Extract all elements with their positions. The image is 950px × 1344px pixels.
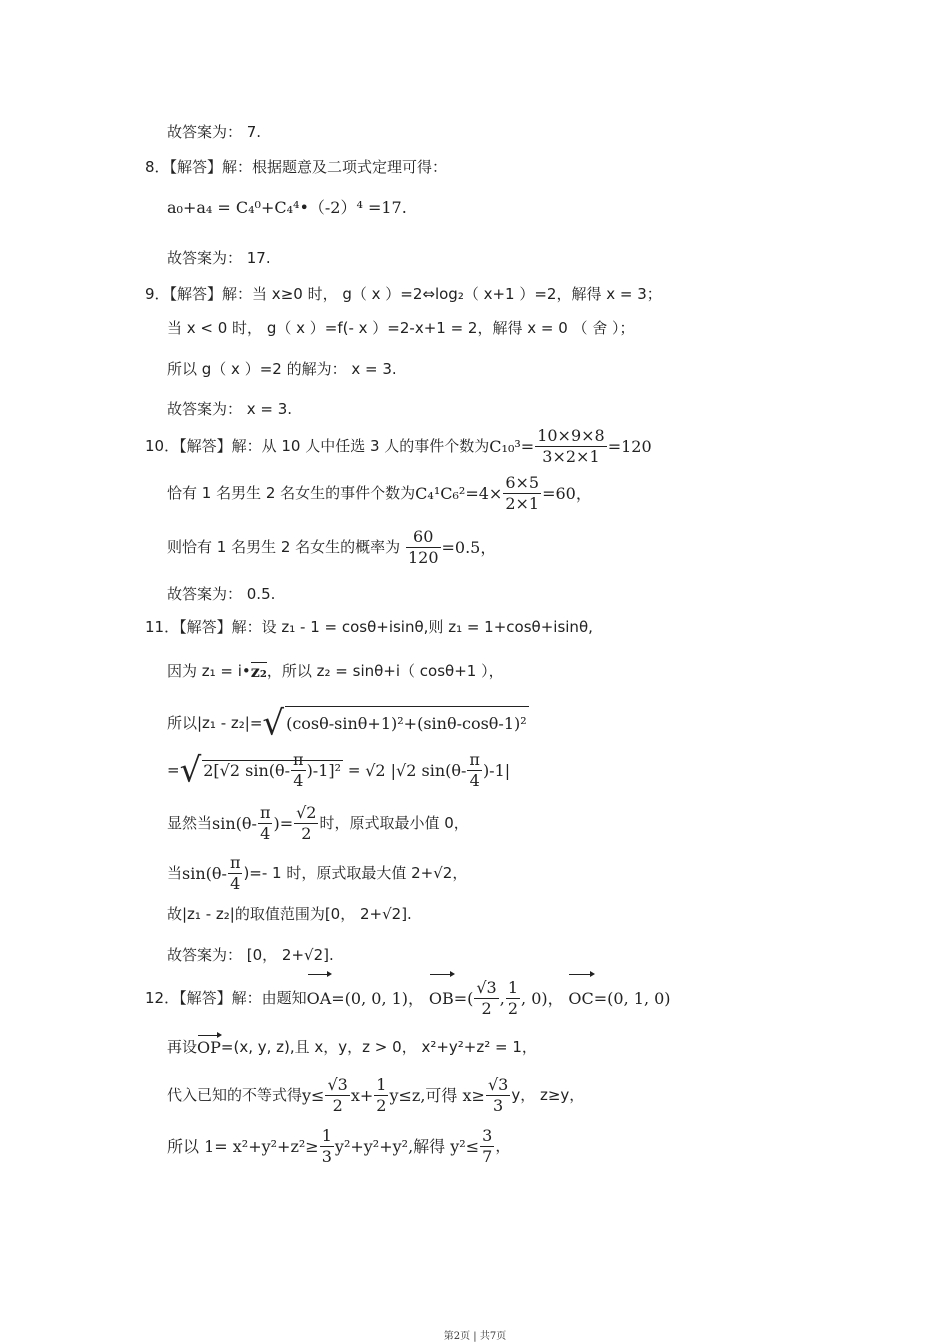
vector-op: OP <box>197 1037 221 1057</box>
inequality: y≤ <box>302 1085 325 1105</box>
modulus-label: 所以|z₁ - z₂|= <box>167 714 263 732</box>
sqrt-expression: (cosθ-sinθ+1)²+(sinθ-cosθ-1)² <box>285 706 529 741</box>
vector-ob-value-end: , 0)， <box>521 988 564 1008</box>
result-120: =120 <box>607 436 652 456</box>
fraction-numerator: √3 <box>476 978 497 997</box>
solution-12-line-3 <box>167 1073 584 1118</box>
fraction-half <box>506 978 520 1019</box>
solution-12-line-4 <box>167 1124 510 1169</box>
solution-11-line-3 <box>167 703 529 744</box>
conjugate-z2: z₂ <box>250 662 267 681</box>
sqrt-expression-start: 2[√2 sin(θ- <box>203 760 291 780</box>
solution-9-heading: 9．【解答】解：当 x≥0 时， g（ x ）=2⇔log₂（ x+1 ）=2，解得 x = 3； <box>145 285 662 303</box>
text: 显然当 <box>167 814 213 832</box>
fraction-denominator: 7 <box>482 1147 493 1166</box>
solution-9-line-3: 所以 g（ x ）=2 的解为： x = 3. <box>167 360 397 378</box>
fraction <box>480 1126 494 1167</box>
sqrt-expression <box>202 750 343 790</box>
fraction-numerator: 6×5 <box>505 473 540 492</box>
vector-oa-value: =(0, 0, 1)， <box>331 988 425 1008</box>
fraction-denominator: 120 <box>407 548 439 567</box>
vector-oc: OC <box>568 977 593 1021</box>
fraction-denominator: 2 <box>294 823 318 844</box>
inequality: y≤z,可得 x≥ <box>389 1085 485 1105</box>
fraction-denominator: 2 <box>376 1096 387 1115</box>
solution-10-line-3-text: 则恰有 1 名男生 2 名女生的概率为 <box>167 538 401 556</box>
fraction-numerator: 1 <box>507 978 519 997</box>
fraction-pi-over-4 <box>291 750 306 791</box>
fraction-numerator: π <box>293 750 304 769</box>
text: )=- 1 时，原式取最大值 2+√2， <box>243 864 468 882</box>
answer-line-10: 故答案为： 0.5. <box>167 585 276 603</box>
solution-10-line-2-text: 恰有 1 名男生 2 名女生的事件个数为 <box>167 484 416 502</box>
answer-line-9: 故答案为： x = 3. <box>167 400 293 418</box>
solution-11-line-6 <box>167 851 467 896</box>
sqrt-icon: √ <box>262 703 285 744</box>
fraction-denominator: 2 <box>507 999 519 1018</box>
fraction-denominator: 3 <box>321 1147 332 1166</box>
text: ， <box>495 1137 511 1155</box>
fraction-numerator: 10×9×8 <box>537 426 605 445</box>
answer-line-8: 故答案为： 17. <box>167 249 271 267</box>
fraction-numerator: √3 <box>487 1075 509 1094</box>
sin-expression: sin(θ- <box>182 863 227 883</box>
combination-product: C₄¹C₆²=4× <box>415 483 503 503</box>
answer-line-11: 故答案为： [0， 2+√2]. <box>167 946 334 964</box>
vector-oa: OA <box>307 977 332 1021</box>
solution-8-heading: 8．【解答】解：根据题意及二项式定理可得： <box>145 158 448 176</box>
fraction <box>320 1126 334 1167</box>
fraction-denominator: 3×2×1 <box>535 446 607 467</box>
sin-expression: sin(θ- <box>212 813 257 833</box>
comma: , <box>499 988 505 1008</box>
text: 当 <box>167 864 183 882</box>
text: 时，原式取最小值 0， <box>319 814 469 832</box>
solution-11-line-2-end: ，所以 z₂ = sinθ+i（ cosθ+1 ）， <box>266 662 504 680</box>
abs-expression-start: √2 |√2 sin(θ- <box>365 760 467 780</box>
fraction-numerator: 1 <box>321 1126 332 1145</box>
fraction-denominator: 4 <box>228 873 243 894</box>
fraction-denominator: 2×1 <box>505 494 540 513</box>
fraction-numerator: π <box>229 853 241 872</box>
solution-11-line-7: 故|z₁ - z₂|的取值范围为[0， 2+√2]. <box>167 905 412 923</box>
solution-12-line-2 <box>167 1037 537 1058</box>
fraction-numerator: √2 <box>296 803 317 822</box>
fraction-numerator: 1 <box>376 1075 387 1094</box>
fraction-pi-over-4 <box>258 803 273 844</box>
solution-10-line-3 <box>167 527 496 568</box>
fraction-numerator: 3 <box>482 1126 493 1145</box>
solution-10-heading <box>145 426 652 467</box>
fraction-numerator: 60 <box>413 527 434 546</box>
vector-oc-value: =(0, 1, 0) <box>593 988 671 1008</box>
text: 12．【解答】解：由题知 <box>145 989 307 1007</box>
fraction-numerator: √3 <box>327 1075 348 1094</box>
fraction-pi-over-4 <box>467 750 482 791</box>
page-footer: 第2页 | 共7页 <box>443 1331 507 1342</box>
equals-sign: = <box>167 761 180 779</box>
solution-10-text: 10．【解答】解：从 10 人中任选 3 人的事件个数为 <box>145 437 490 455</box>
fraction-sqrt2-over-2 <box>294 803 318 844</box>
solution-11-line-2-start: 因为 z₁ = i• <box>167 662 251 680</box>
equals-sign: )= <box>273 813 294 833</box>
fraction-denominator: 2 <box>474 998 498 1019</box>
fraction-pi-over-4 <box>228 853 243 894</box>
solution-11-heading: 11．【解答】解：设 z₁ - 1 = cosθ+isinθ,则 z₁ = 1+cosθ+isinθ, <box>145 618 593 636</box>
text: 再设 <box>167 1038 198 1056</box>
inequality: 所以 1= x²+y²+z²≥ <box>167 1136 319 1156</box>
text: y， z≥y， <box>511 1086 585 1104</box>
solution-11-line-5 <box>167 801 469 846</box>
fraction <box>325 1075 349 1116</box>
abs-expression-end: )-1| <box>482 760 511 780</box>
equals-sign: = <box>347 761 361 779</box>
inequality: x+ <box>350 1085 374 1105</box>
fraction-sqrt3-over-2 <box>474 978 498 1019</box>
fraction <box>503 473 541 514</box>
fraction-numerator: π <box>469 750 480 769</box>
solution-11-line-2 <box>167 661 504 681</box>
fraction-numerator: π <box>259 803 271 822</box>
fraction-denominator: 4 <box>467 770 482 791</box>
text: =(x, y, z),且 x，y，z > 0， x²+y²+z² = 1， <box>220 1038 537 1056</box>
solution-8-formula: a₀+a₄ = C₄⁰+C₄⁴•（-2）⁴ =17. <box>167 198 407 217</box>
fraction-denominator: 2 <box>325 1095 349 1116</box>
fraction-denominator: 4 <box>291 770 306 791</box>
text: 代入已知的不等式得 <box>167 1086 303 1104</box>
fraction <box>374 1075 388 1116</box>
sqrt-expression-end: )-1]² <box>306 760 342 780</box>
fraction-denominator: 3 <box>486 1095 510 1116</box>
solution-12-heading <box>145 976 671 1021</box>
vector-ob: OB <box>429 977 454 1021</box>
solution-11-line-4 <box>167 746 510 795</box>
solution-9-line-2: 当 x < 0 时， g（ x ）=f(- x ）=2-x+1 = 2，解得 x = 0 （ 舍 ）； <box>167 319 635 337</box>
fraction-denominator: 4 <box>258 823 273 844</box>
probability-result: =0.5， <box>441 537 497 557</box>
result-60: =60， <box>542 483 592 503</box>
vector-ob-value-start: =( <box>453 988 474 1008</box>
sqrt-icon: √ <box>179 750 202 791</box>
solution-10-line-2 <box>167 473 592 514</box>
combination-c10-3: C₁₀³= <box>489 436 535 456</box>
fraction <box>406 527 441 568</box>
fraction <box>486 1075 510 1116</box>
answer-line-7: 故答案为： 7. <box>167 123 262 141</box>
inequality: y²+y²+y²,解得 y²≤ <box>334 1136 480 1156</box>
fraction <box>535 426 607 467</box>
